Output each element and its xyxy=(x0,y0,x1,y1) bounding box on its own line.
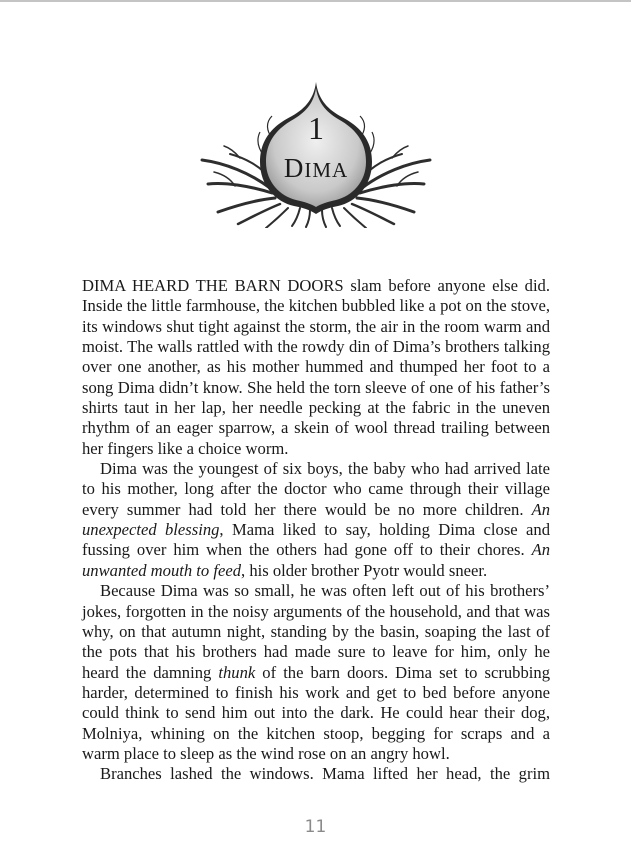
text-segment: Dima was the youngest of six boys, the baby who had arrived late to his mother, long after the doctor who came through their village every summer had told her there would be no more children. xyxy=(82,459,550,519)
italic-segment: An unexpected blessing xyxy=(82,499,550,540)
paragraph-2 xyxy=(82,459,550,581)
chapter-title-initial: D xyxy=(283,153,305,183)
chapter-number: 1 xyxy=(308,110,324,146)
paragraph-3 xyxy=(82,581,550,764)
opening-words: DIMA HEARD THE BARN DOORS xyxy=(82,276,344,295)
chapter-title xyxy=(200,153,432,184)
text-segment: slam before anyone else did. Inside the little farmhouse, the kitchen bubbled like a pot on the stove, its windows shut tight against the storm, the air in the room warm and moist. The walls rattled with the rowdy din of Dima’s brothers talking over one another, as his mother hummed and thumped her foot to a song Dima didn’t know. She held the torn sleeve of one of his father’s shirts taut in her lap, her needle pecking at the fabric in the uneven rhythm of an eager sparrow, a skein of wool thread trailing between her fingers like a choice worm. xyxy=(82,276,551,458)
italic-segment: An unwanted mouth to feed xyxy=(82,540,550,580)
chapter-body-text xyxy=(82,276,550,785)
paragraph-4 xyxy=(82,764,550,784)
text-segment: , Mama liked to say, holding Dima close and fussing over him when the others had gone off to their chores. xyxy=(82,520,550,560)
top-border xyxy=(0,0,631,2)
text-segment: Branches lashed the windows. Mama lifted her head, the grim xyxy=(100,764,550,784)
page-number: 11 xyxy=(304,817,327,837)
paragraph-1 xyxy=(82,276,550,459)
chapter-heading xyxy=(200,78,432,228)
text-segment: , his older brother Pyotr would sneer. xyxy=(241,560,488,580)
chapter-title-rest: IMA xyxy=(304,158,349,182)
text-segment: of the barn doors. Dima set to scrubbing harder, determined to finish his work and get to bed before anyone could think to send him out into the dark. He could hear their dog, Molniya, whining on the kitchen stoop, begging for scraps and a warm place to sleep as the wind rose on an angry howl. xyxy=(82,662,550,763)
italic-segment: thunk xyxy=(218,662,256,682)
text-segment: Because Dima was so small, he was often left out of his brothers’ jokes, forgotten in the noisy arguments of the household, and that was why, on that autumn night, standing by the basin, soaping the last of the pots that his brothers had made sure to leave for him, only he heard the damning xyxy=(82,581,550,682)
